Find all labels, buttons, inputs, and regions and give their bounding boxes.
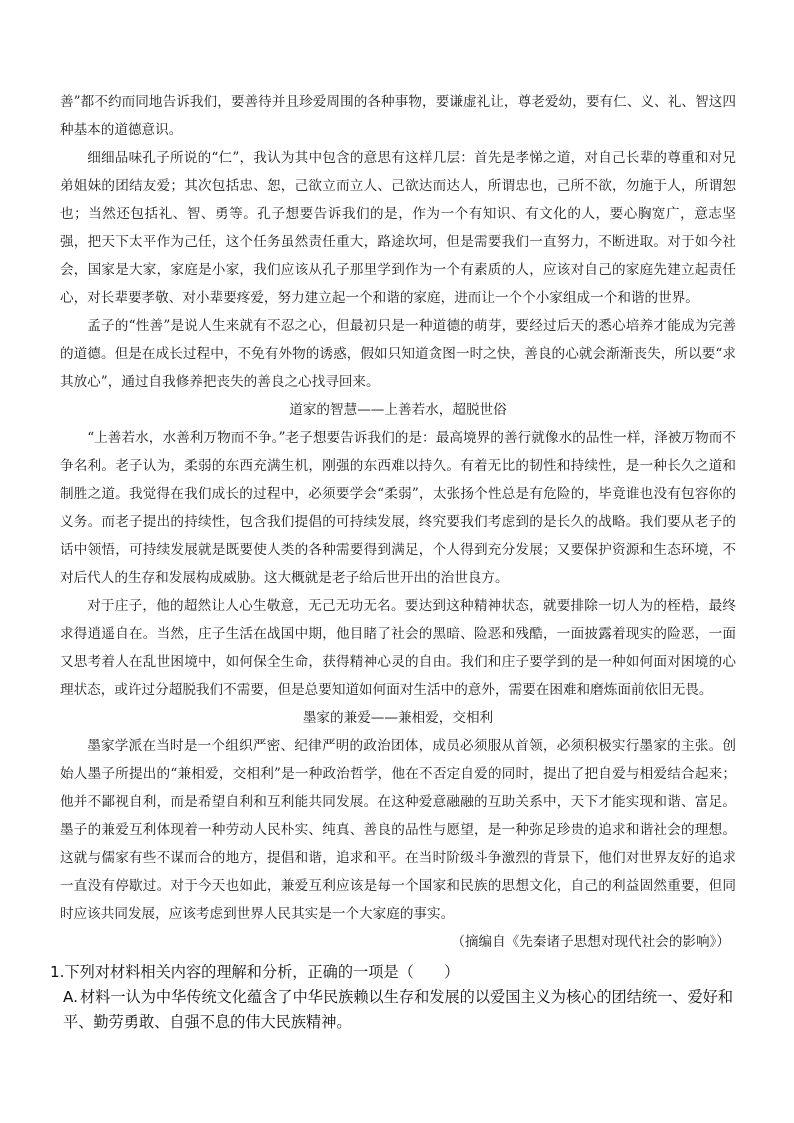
source-citation: （摘编自《先秦诸子思想对现代社会的影响》） [451, 934, 730, 950]
option-a [63, 985, 736, 1035]
paragraph-mozi: 墨家学派在当时是一个组织严密、纪律严明的政治团体，成员必须服从首领，必须积极实行墨家的主张。创始人墨子所提出的“兼相爱，交相利”是一种政治哲学，他在不否定自爱的同时，提出了把自爱与相爱结合起来；他并不鄙视自利，而是希望自利和互利能共同发展。在这种爱意融融的互助关系中，天下才能实现和谐、富足。墨子的兼爱互利体现着一种劳动人民朴实、纯真、善良的品性与愿望，是一种弥足珍贵的追求和谐社会的理想。这就与儒家有些不谋而合的地方，提倡和谐，追求和平。在当时阶级斗争激烈的背景下，他们对世界友好的追求一直没有停歇过。对于今天也如此，兼爱互利应该是每一个国家和民族的思想文化，自己的利益固然重要，但同时应该共同发展，应该考虑到世界人民其实是一个大家庭的事实。 [60, 738, 736, 922]
section-heading-daoism: 道家的智慧——上善若水，超脱世俗 [289, 402, 507, 418]
document-page [50, 88, 736, 1035]
paragraph-intro-tail: 善”都不约而同地告诉我们，要善待并且珍爱周围的各种事物，要谦虚礼让，尊老爱幼，要有仁、义、礼、智这四种基本的道德意识。 [60, 94, 736, 138]
paragraph-zhuangzi: 对于庄子，他的超然让人心生敬意，无己无功无名。要达到这种精神状态，就要排除一切人为的桎梏，最终求得逍遥自在。当然，庄子生活在战国中期，他目睹了社会的黑暗、险恶和残酷，一面披露着现实的险恶，一面又思考着人在乱世困境中，如何保全生命，获得精神心灵的自由。我们和庄子要学到的是一种如何面对困境的心理状态，或许过分超脱我们不需要，但是总要知道如何面对生活中的意外，需要在困难和磨炼面前依旧无畏。 [60, 598, 736, 698]
paragraph-mencius: 孟子的“性善”是说人生来就有不忍之心，但最初只是一种道德的萌芽，要经过后天的悉心培养才能成为完善的道德。但是在成长过程中，不免有外物的诱惑，假如只知道贪图一时之快，善良的心就会渐渐丧失，所以要“求其放心”，通过自我修养把丧失的善良之心找寻回来。 [60, 318, 736, 390]
section-heading-mohism: 墨家的兼爱——兼相爱，交相利 [302, 710, 494, 726]
question-stem: 1.下列对材料相关内容的理解和分析，正确的一项是（ ） [50, 963, 460, 981]
paragraph-laozi: “上善若水，水善利万物而不争。”老子想要告诉我们的是：最高境界的善行就像水的品性一样，泽被万物而不争名利。老子认为，柔弱的东西充满生机，刚强的东西难以持久。有着无比的韧性和持续性，是一种长久之道和制胜之道。我觉得在我们成长的过程中，必须要学会“柔弱”，太张扬个性总是有危险的，毕竟谁也没有包容你的义务。而老子提出的持续性，包含我们提倡的可持续发展，终究要我们考虑到的是长久的战略。我们要从老子的话中领悟，可持续发展就是既要使人类的各种需要得到满足，个人得到充分发展；又要保护资源和生态环境，不对后代人的生存和发展构成威胁。这大概就是老子给后世开出的治世良方。 [60, 430, 736, 586]
paragraph-confucius-ren: 细细品味孔子所说的“仁”，我认为其中包含的意思有这样几层：首先是孝悌之道，对自己长辈的尊重和对兄弟姐妹的团结友爱；其次包括忠、恕，己欲立而立人、己欲达而达人，所谓忠也，己所不欲，勿施于人，所谓恕也；当然还包括礼、智、勇等。孔子想要告诉我们的是，作为一个有知识、有文化的人，要心胸宽广，意志坚强，把天下太平作为己任，这个任务虽然责任重大，路途坎坷，但是需要我们一直努力，不断进取。对于如今社会，国家是大家，家庭是小家，我们应该从孔子那里学到作为一个有素质的人，应该对自己的家庭先建立起责任心，对长辈要孝敬、对小辈要疼爱，努力建立起一个和谐的家庭，进而让一个个小家组成一个和谐的世界。 [60, 150, 736, 306]
option-a-text: 材料一认为中华传统文化蕴含了中华民族赖以生存和发展的以爱国主义为核心的团结统一、爱好和平、勤劳勇敢、自强不息的伟大民族精神。 [63, 988, 734, 1031]
option-a-label: A. [63, 988, 78, 1006]
